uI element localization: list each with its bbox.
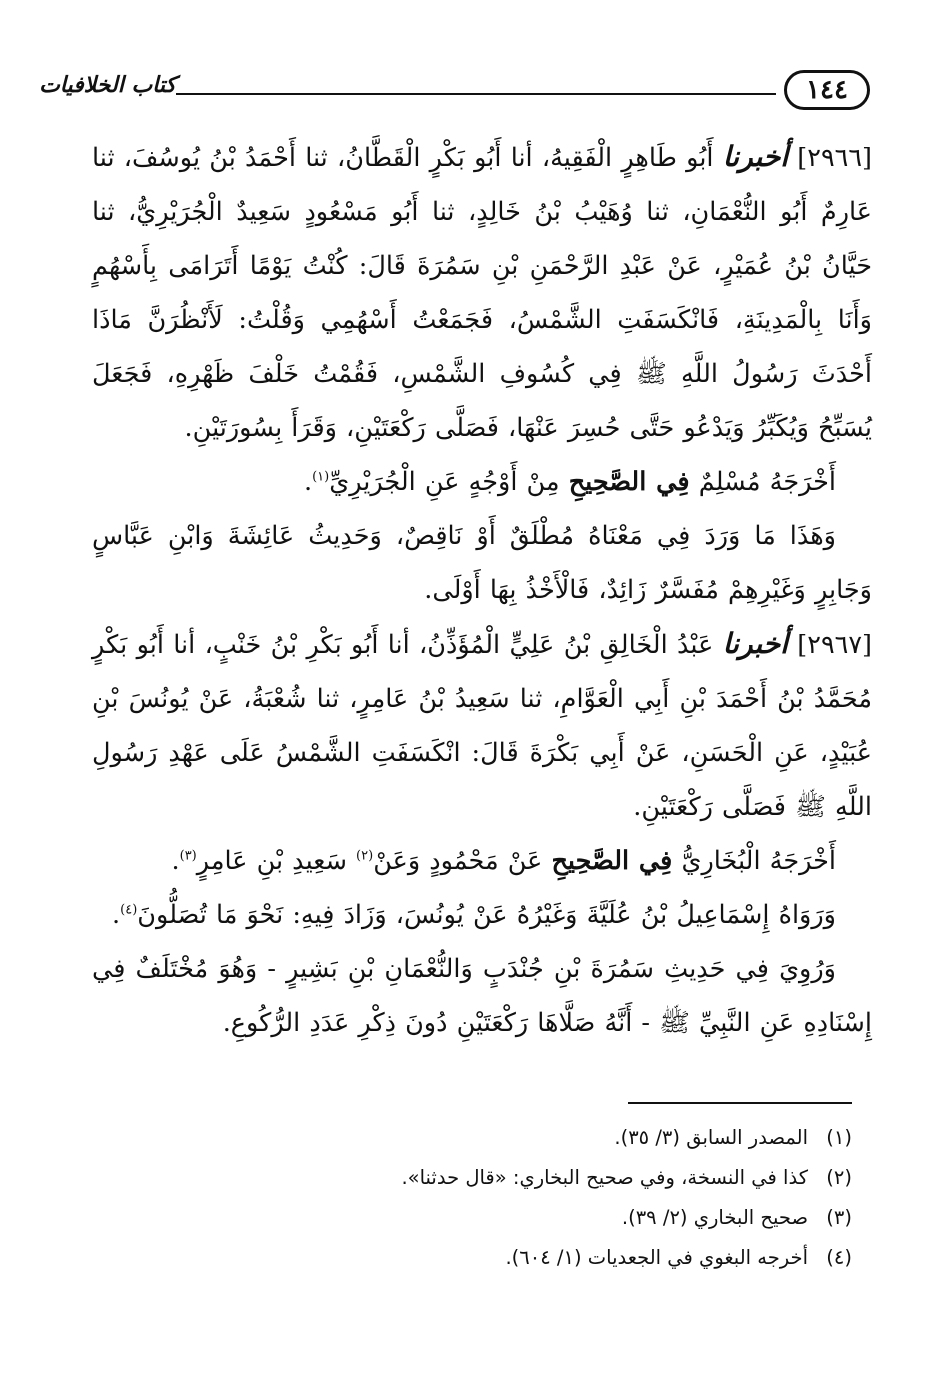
commentary-text: وَهَذَا مَا وَرَدَ فِي مَعْنَاهُ مُطْلَقٌ أَوْ نَاقِصٌ، وَحَدِيثُ عَائِشَةَ وَابْنِ عَبَّاسٍ وَجَابِرٍ وَغَيْرِهِمْ مُفَسَّرٌ زَائِدٌ، فَالْأَخْذُ بِهَا أَوْلَى. xyxy=(92,521,872,605)
riwaya-paragraph xyxy=(92,888,872,942)
riwaya-text: وَرَوَاهُ إِسْمَاعِيلُ بْنُ عُلَيَّةَ وَغَيْرُهُ عَنْ يُونُسَ، وَزَادَ فِيهِ: نَحْوَ مَا تُصَلُّونَ xyxy=(137,900,836,930)
footnote-text: المصدر السابق (٣/ ٣٥). xyxy=(614,1126,808,1149)
takhrij-text: مِنْ أَوْجُهٍ عَنِ الْجُرَيْرِيِّ xyxy=(329,467,560,497)
footnote-4 xyxy=(112,1238,852,1278)
running-title: كتاب الخلافيات xyxy=(39,72,176,98)
takhrij-text: أَخْرَجَهُ الْبُخَارِيُّ xyxy=(681,846,836,876)
page-header xyxy=(39,66,870,118)
footnote-text: أخرجه البغوي في الجعديات (١/ ٦٠٤). xyxy=(505,1246,808,1269)
footnote-1 xyxy=(112,1118,852,1158)
footnote-text: كذا في النسخة، وفي صحيح البخاري: «قال حدثنا». xyxy=(401,1166,808,1189)
takhrij-bukhari xyxy=(92,834,872,888)
hadith-2967 xyxy=(92,617,872,834)
hadith-number: [٢٩٦٧] xyxy=(797,630,872,660)
footnote-3 xyxy=(112,1198,852,1238)
hadith-number: [٢٩٦٦] xyxy=(797,143,872,173)
takhrij-text: عَنْ مَحْمُودٍ وَعَنْ xyxy=(373,846,543,876)
footnote-ref: (١) xyxy=(312,469,330,485)
hadith-text: أَبُو طَاهِرٍ الْفَقِيهُ، أنا أَبُو بَكْرٍ الْقَطَّانُ، ثنا أَحْمَدُ بْنُ يُوسُفَ، ثنا عَارِمٌ أَبُو النُّعْمَانِ، ثنا وُهَيْبُ بْنُ خَالِدٍ، ثنا أَبُو مَسْعُودٍ سَعِيدٌ الْجُرَيْرِيُّ، ثنا حَيَّانُ بْنُ عُمَيْرٍ، عَنْ عَبْدِ الرَّحْمَنِ بْنِ سَمُرَةَ قَالَ: كُنْتُ يَوْمًا أَتَرَامَى بِأَسْهُمٍ وَأَنَا بِالْمَدِينَةِ، فَانْكَسَفَتِ الشَّمْسُ، فَجَمَعْتُ أَسْهُمِي وَقُلْتُ: لَأَنْظُرَنَّ مَاذَا أَحْدَثَ رَسُولُ اللَّهِ ﷺ فِي كُسُوفِ الشَّمْسِ، فَقُمْتُ خَلْفَ ظَهْرِهِ، فَجَعَلَ يُسَبِّحُ وَيُكَبِّرُ وَيَدْعُو حَتَّى حُسِرَ عَنْهَا، فَصَلَّى رَكْعَتَيْنِ، وَقَرَأَ بِسُورَتَيْنِ. xyxy=(92,143,872,443)
sahih-label: فِي الصَّحِيحِ xyxy=(568,467,690,497)
punctuation: . xyxy=(112,900,121,930)
page-number: ١٤٤ xyxy=(784,70,870,110)
footnote-text: صحيح البخاري (٢/ ٣٩). xyxy=(621,1206,808,1229)
punctuation: . xyxy=(303,467,313,497)
punctuation: . xyxy=(171,846,180,876)
closing-paragraph xyxy=(92,942,872,1050)
footnote-ref: (٤) xyxy=(120,902,138,918)
hadith-2966 xyxy=(92,130,872,455)
commentary-paragraph xyxy=(92,509,872,617)
takhrij-muslim xyxy=(92,455,872,509)
takhrij-text: سَعِيدِ بْنِ عَامِرٍ xyxy=(196,846,347,876)
header-rule xyxy=(176,93,776,95)
footnote-separator xyxy=(628,1102,852,1104)
main-text xyxy=(92,130,872,1050)
akhbarana-word: أخبرنا xyxy=(722,627,788,660)
footnote-number: (٣) xyxy=(826,1206,852,1229)
hadith-text: عَبْدُ الْخَالِقِ بْنُ عَلِيٍّ الْمُؤَذِّنُ، أنا أَبُو بَكْرِ بْنُ خَنْبٍ، أنا أَبُو بَكْرٍ مُحَمَّدُ بْنُ أَحْمَدَ بْنِ أَبِي الْعَوَّامِ، ثنا سَعِيدُ بْنُ عَامِرٍ، ثنا شُعْبَةُ، عَنْ يُونُسَ بْنِ عُبَيْدٍ، عَنِ الْحَسَنِ، عَنْ أَبِي بَكْرَةَ قَالَ: انْكَسَفَتِ الشَّمْسُ عَلَى عَهْدِ رَسُولِ اللَّهِ ﷺ فَصَلَّى رَكْعَتَيْنِ. xyxy=(92,630,872,822)
footnote-ref: (٢) xyxy=(356,848,374,864)
takhrij-text: أَخْرَجَهُ مُسْلِمٌ xyxy=(698,467,836,497)
footnote-number: (١) xyxy=(826,1126,852,1149)
footnote-number: (٢) xyxy=(826,1166,852,1189)
footnote-ref: (٣) xyxy=(179,848,197,864)
closing-text: وَرُوِيَ فِي حَدِيثِ سَمُرَةَ بْنِ جُنْدَبٍ وَالنُّعْمَانِ بْنِ بَشِيرٍ - وَهُوَ مُخْتَلَفٌ فِي إِسْنَادِهِ عَنِ النَّبِيِّ ﷺ - أَنَّهُ صَلَّاهَا رَكْعَتَيْنِ دُونَ ذِكْرِ عَدَدِ الرُّكُوعِ. xyxy=(92,954,872,1038)
footnote-2 xyxy=(112,1158,852,1198)
footnotes xyxy=(112,1118,852,1278)
footnote-number: (٤) xyxy=(826,1246,852,1269)
akhbarana-word: أخبرنا xyxy=(722,140,789,173)
sahih-label: فِي الصَّحِيحِ xyxy=(551,846,673,876)
